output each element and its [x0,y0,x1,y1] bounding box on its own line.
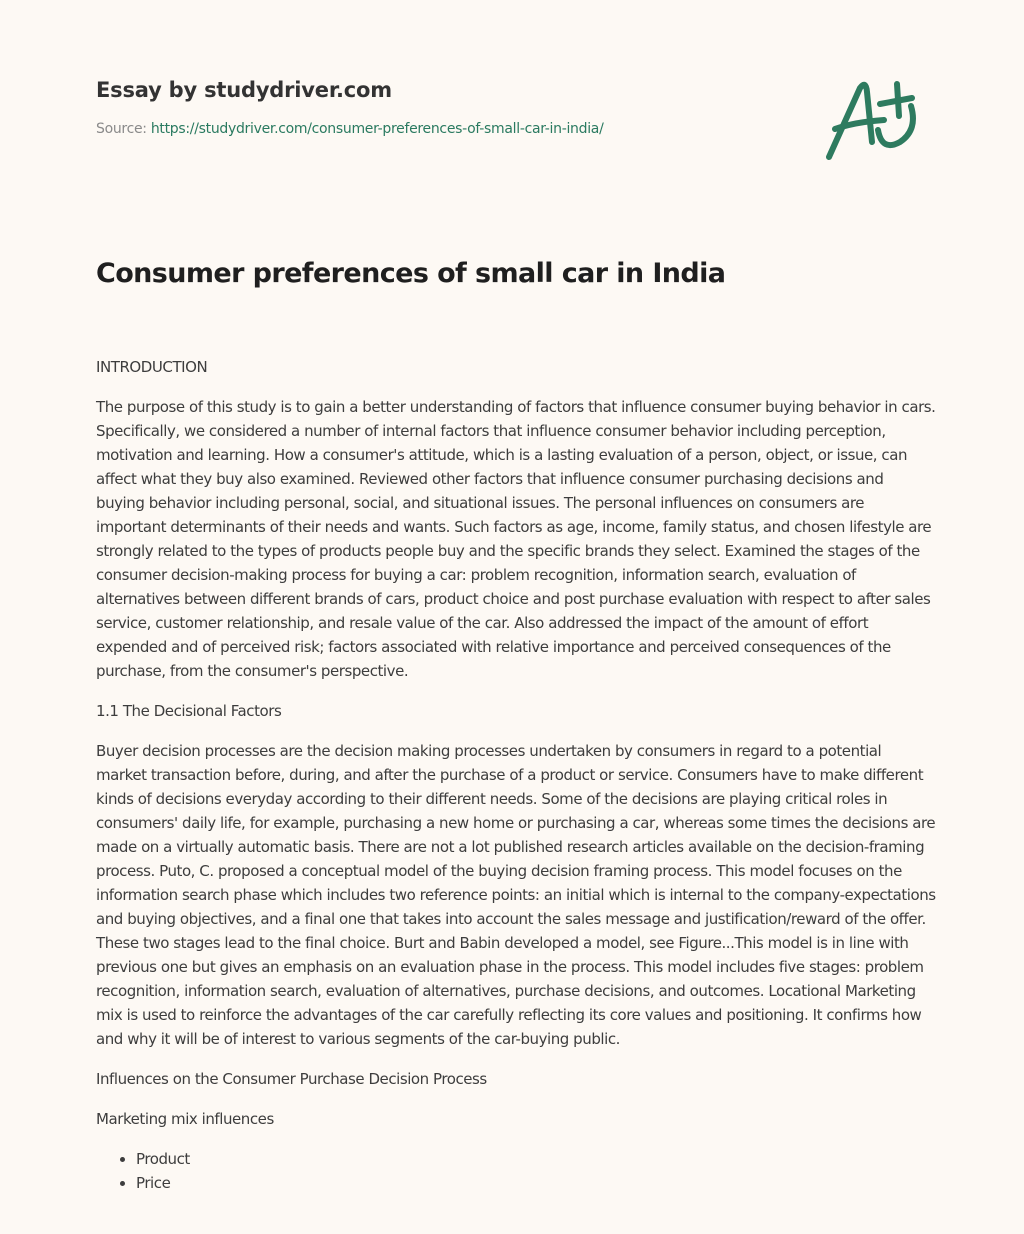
list-item: • Price [136,1171,936,1195]
essay-header [96,76,796,138]
paragraph-introduction: The purpose of this study is to gain a better understanding of factors that influence consumer buying behavior in cars. Specifically, we considered a number of internal factors that influence consumer behavior including perception, motivation and learning. How a consumer's attitude, which is a lasting evaluation of a person, object, or issue, can affect what they buy also examined. Reviewed other factors that influence consumer purchasing decisions and buying behavior including personal, social, and situational issues. The personal influences on consumers are important determinants of their needs and wants. Such factors as age, income, family status, and chosen lifestyle are strongly related to the types of products people buy and the specific brands they select. Examined the stages of the consumer decision-making process for buying a car: problem recognition, information search, evaluation of alternatives between different brands of cars, product choice and post purchase evaluation with respect to after sales service, customer relationship, and resale value of the car. Also addressed the impact of the amount of effort expended and of perceived risk; factors associated with relative importance and perceived consequences of the purchase, from the consumer's perspective. [96,398,936,680]
marketing-mix-list [96,1147,936,1195]
source-line [96,120,796,138]
source-label: Source: [96,121,147,137]
essay-title: Consumer preferences of small car in India [96,258,726,289]
section-heading-influences: Influences on the Consumer Purchase Decision Process [96,1070,487,1088]
site-title: Essay by studydriver.com [96,78,392,102]
a-plus-grade-icon [820,64,930,169]
paragraph-decisional-factors: Buyer decision processes are the decision making processes undertaken by consumers in regard to a potential market transaction before, during, and after the purchase of a product or service. Consumers have to make different kinds of decisions everyday according to their different needs. Some of the decisions are playing critical roles in consumers' daily life, for example, purchasing a new home or purchasing a car, whereas some times the decisions are made on a virtually automatic basis. There are not a lot published research articles available on the decision-framing process. Puto, C. proposed a conceptual model of the buying decision framing process. This model focuses on the information search phase which includes two reference points: an initial which is internal to the company-expectations and buying objectives, and a final one that takes into account the sales message and justification/reward of the offer. These two stages lead to the final choice. Burt and Babin developed a model, see Figure...This model is in line with previous one but gives an emphasis on an evaluation phase in the process. This model includes five stages: problem recognition, information search, evaluation of alternatives, purchase decisions, and outcomes. Locational Marketing mix is used to reinforce the advantages of the car carefully reflecting its core values and positioning. It confirms how and why it will be of interest to various segments of the car-buying public. [96,742,936,1048]
list-item: • Product [136,1147,936,1171]
essay-body [96,355,936,1195]
section-heading-decisional-factors: 1.1 The Decisional Factors [96,702,282,720]
source-link[interactable]: https://studydriver.com/consumer-preferences-of-small-car-in-india/ [150,121,604,137]
section-heading-introduction: INTRODUCTION [96,358,208,376]
section-heading-marketing-mix: Marketing mix influences [96,1110,274,1128]
